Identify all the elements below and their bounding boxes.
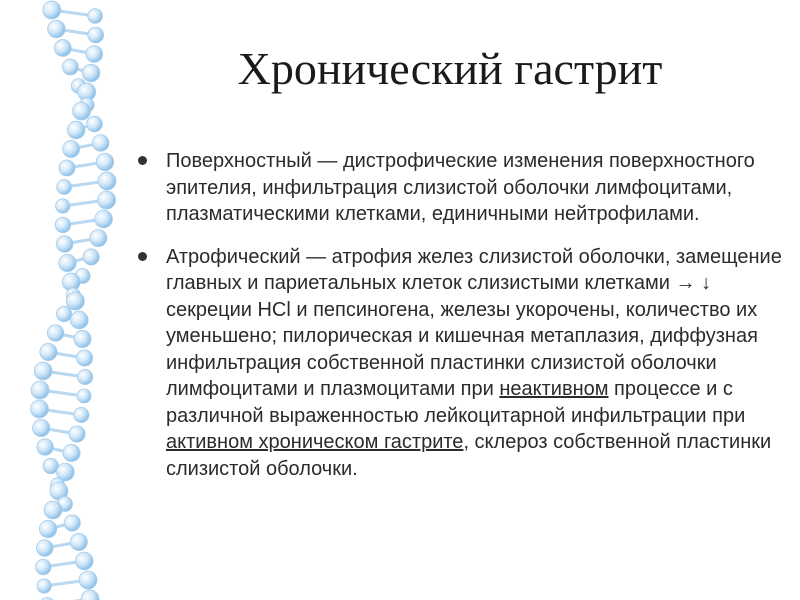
underlined-term-active: активном хроническом гастрите xyxy=(166,431,464,453)
dna-bead xyxy=(79,571,97,589)
underlined-term-inactive: неактивном xyxy=(499,378,609,400)
dna-bead xyxy=(56,306,71,321)
item-text-part2: процессе и с различной выраженностью лейкоцитарной инфильтрации при xyxy=(166,378,746,427)
dna-bead xyxy=(70,533,87,550)
slide-title: Хронический гастрит xyxy=(237,43,663,94)
dna-bead xyxy=(48,20,66,38)
dna-bead xyxy=(86,46,103,63)
dna-bead xyxy=(74,330,91,347)
dna-bead xyxy=(34,362,52,380)
dna-bead xyxy=(44,501,62,519)
dna-bead xyxy=(87,116,103,132)
dna-bead xyxy=(74,407,89,422)
dna-bead xyxy=(33,419,50,436)
dna-bead xyxy=(36,559,51,574)
dna-bead xyxy=(77,389,91,403)
dna-bead xyxy=(63,141,80,158)
dna-bead xyxy=(81,590,99,600)
dna-bead xyxy=(95,210,113,228)
dna-bead xyxy=(54,40,71,57)
dna-bead xyxy=(36,540,53,557)
dna-bead xyxy=(31,400,49,418)
dna-bead xyxy=(75,552,93,570)
list-item-atrophic xyxy=(134,244,784,483)
dna-bead xyxy=(62,59,78,75)
dna-bead xyxy=(57,180,72,195)
dna-bead xyxy=(39,520,56,537)
dna-bead xyxy=(64,515,80,531)
dna-bead xyxy=(47,325,63,341)
dna-bead xyxy=(88,27,104,43)
dna-bead xyxy=(83,249,99,265)
dna-bead xyxy=(37,439,53,455)
dna-bead xyxy=(98,191,116,209)
dna-bead xyxy=(56,199,70,213)
dna-bead xyxy=(98,172,116,190)
item-text-part3: , склероз собственной пластинки слизистой оболочки. xyxy=(166,431,772,480)
dna-bead xyxy=(69,426,85,442)
list-item-superficial xyxy=(134,148,784,228)
item-text-part1: Атрофический — атрофия желез слизистой оболочки, замещение главных и париетальных клеток слизистыми клетками → ↓ секреции HCl и пепсиногена, железы укорочены, количество их уменьшено; пилорическая и кишечная метаплазия, диффузная инфильтрация собственной пластинки слизистой оболочки лимфоцитами и плазмоцитами при xyxy=(166,245,782,400)
dna-bead xyxy=(55,217,71,233)
dna-bead xyxy=(67,121,85,139)
dna-bead xyxy=(78,369,93,384)
item-text: Поверхностный — дистрофические изменения поверхностного эпителия, инфильтрация слизистой оболочки лимфоцитами, плазматическими клетками, единичными нейтрофилами. xyxy=(166,150,755,225)
dna-bead xyxy=(37,579,51,593)
dna-bead xyxy=(59,254,76,271)
dna-bead xyxy=(40,343,57,360)
dna-bead xyxy=(63,444,80,461)
dna-bead xyxy=(96,153,113,170)
dna-bead xyxy=(43,1,61,19)
dna-bead xyxy=(76,350,92,366)
dna-helix-icon xyxy=(0,0,140,600)
dna-bead xyxy=(70,311,88,329)
dna-bead xyxy=(56,236,73,253)
bullet-icon xyxy=(138,252,147,261)
dna-bead xyxy=(31,381,49,399)
dna-bead xyxy=(66,292,84,310)
dna-bead xyxy=(59,160,75,176)
dna-bead xyxy=(90,229,107,246)
bullet-list xyxy=(134,148,784,498)
dna-bead xyxy=(88,9,103,24)
dna-bead xyxy=(73,102,91,120)
dna-bead xyxy=(82,64,100,82)
dna-bead xyxy=(92,135,109,152)
bullet-icon xyxy=(138,156,147,165)
